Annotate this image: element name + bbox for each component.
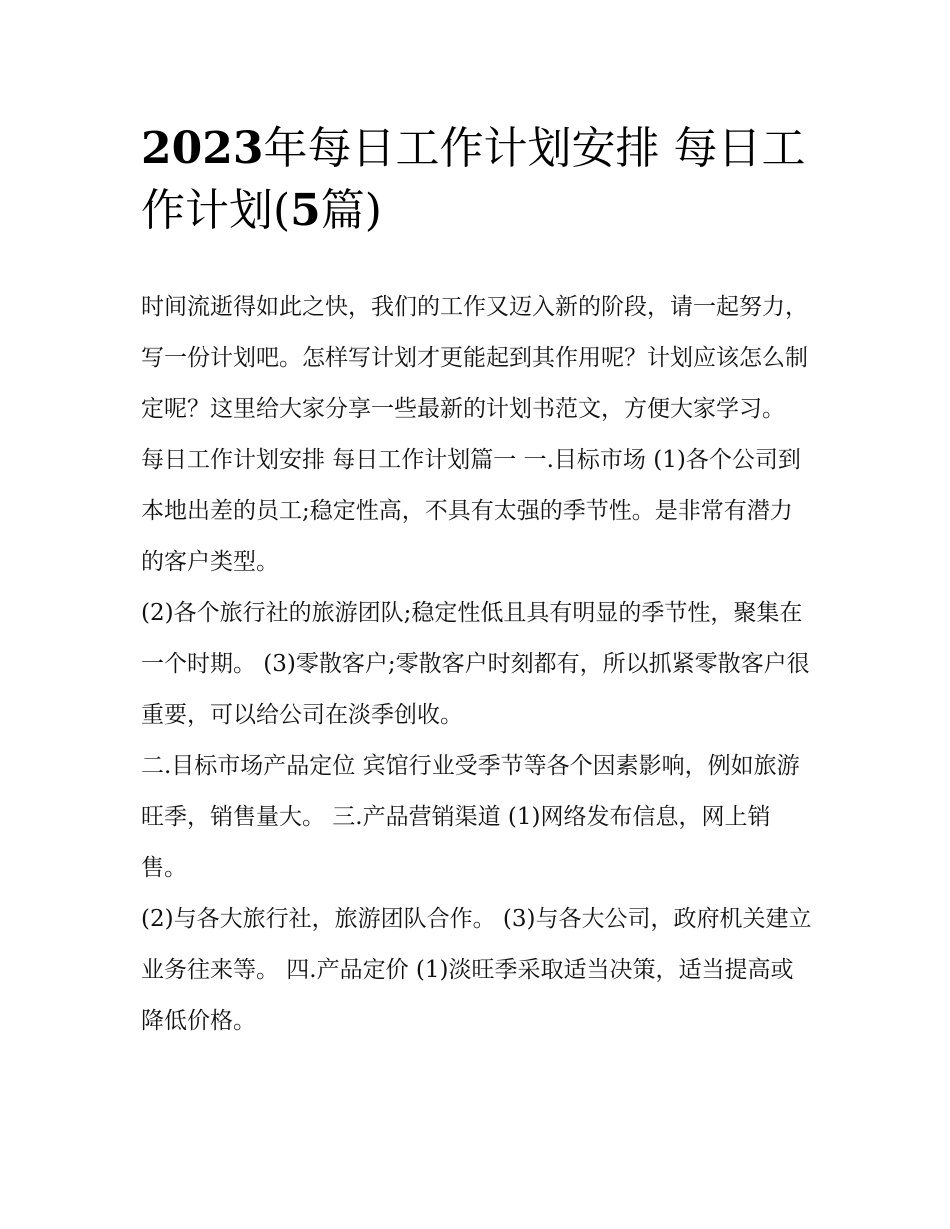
title-count: 5: [290, 185, 321, 236]
body-paragraph: (2)各个旅行社的旅游团队;稳定性低且具有明显的季节性，聚集在一个时期。 (3)零散客户;零散客户时刻都有，所以抓紧零散客户很重要，可以给公司在淡季创收。: [141, 600, 810, 728]
title-suffix: 篇): [320, 185, 382, 236]
intro-paragraph: 时间流逝得如此之快，我们的工作又迈入新的阶段，请一起努力，写一份计划吧。怎样写计划才更能起到其作用呢？计划应该怎么制定呢？这里给大家分享一些最新的计划书范文，方便大家学习。: [141, 294, 808, 422]
body-paragraph: 每日工作计划安排 每日工作计划篇一 一.目标市场 (1)各个公司到本地出差的员工;稳定性高，不具有太强的季节性。是非常有潜力的客户类型。: [141, 447, 801, 575]
body-paragraph: (2)与各大旅行社，旅游团队合作。 (3)与各大公司，政府机关建立业务往来等。 四.产品定价 (1)淡旺季采取适当决策，适当提高或降低价格。: [141, 906, 812, 1034]
document-body: [141, 282, 813, 1047]
document-title: [141, 118, 821, 242]
body-paragraph: 二.目标市场产品定位 宾馆行业受季节等各个因素影响，例如旅游旺季，销售量大。 三.产品营销渠道 (1)网络发布信息，网上销售。: [141, 753, 800, 881]
title-year: 2023: [141, 123, 264, 174]
title-text: 年每日工作计划安排 每日工作计划(: [141, 123, 806, 236]
